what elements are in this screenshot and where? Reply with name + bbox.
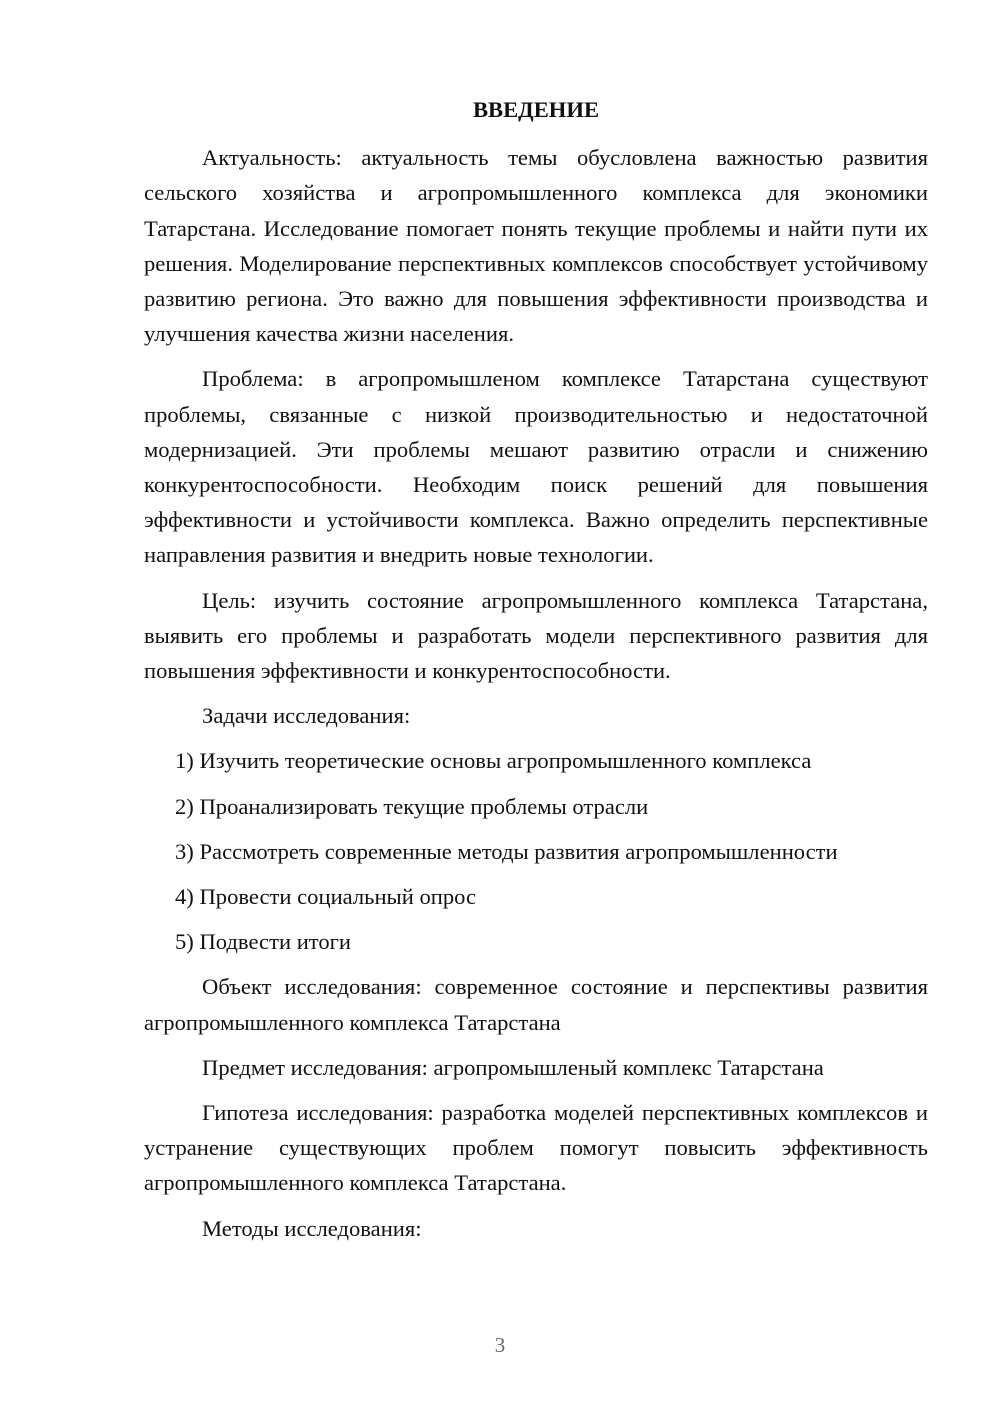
paragraph-problem: Проблема: в агропромышленом комплексе Татарстана существуют проблемы, связанные с низкой производительностью и недостаточной модернизацией. Эти проблемы мешают развитию отрасли и снижению конкурентоспособности. Необходим поиск решений для повышения эффективности и устойчивости комплекса. Важно определить перспективные направления развития и внедрить новые технологии.	[144, 366, 928, 568]
page-number: 3	[494, 1333, 506, 1357]
paragraph-hypothesis: Гипотеза исследования: разработка моделей перспективных комплексов и устранение существующих проблем помогут повысить эффективность агропромышленного комплекса Татарстана.	[144, 1100, 928, 1196]
task-item: 5) Подвести итоги	[175, 929, 352, 955]
task-item: 4) Провести социальный опрос	[175, 884, 477, 910]
paragraph-goal: Цель: изучить состояние агропромышленного комплекса Татарстана, выявить его проблемы и разработать модели перспективного развития для повышения эффективности и конкурентоспособности.	[144, 587, 928, 684]
methods-heading: Методы исследования:	[202, 1215, 422, 1241]
tasks-heading: Задачи исследования:	[202, 703, 411, 729]
paragraph-relevance: Актуальность: актуальность темы обусловлена важностью развития сельского хозяйства и агропромышленного комплекса для экономики Татарстана. Исследование помогает понять текущие проблемы и найти пути их решения. Моделирование перспективных комплексов способствует устойчивому развитию региона. Это важно для повышения эффективности производства и улучшения качества жизни населения.	[144, 145, 928, 347]
task-item: 1) Изучить теоретические основы агропромышленного комплекса	[175, 748, 812, 774]
page-body	[144, 92, 928, 1256]
paragraph-object: Объект исследования: современное состояние и перспективы развития агропромышленного комплекса Татарстана	[144, 974, 928, 1035]
paragraph-subject: Предмет исследования: агропромышленый комплекс Татарстана	[202, 1054, 824, 1080]
task-item: 3) Рассмотреть современные методы развития агропромышленности	[175, 838, 838, 864]
page-title: ВВЕДЕНИЕ	[472, 97, 600, 122]
task-item: 2) Проанализировать текущие проблемы отрасли	[175, 793, 649, 819]
